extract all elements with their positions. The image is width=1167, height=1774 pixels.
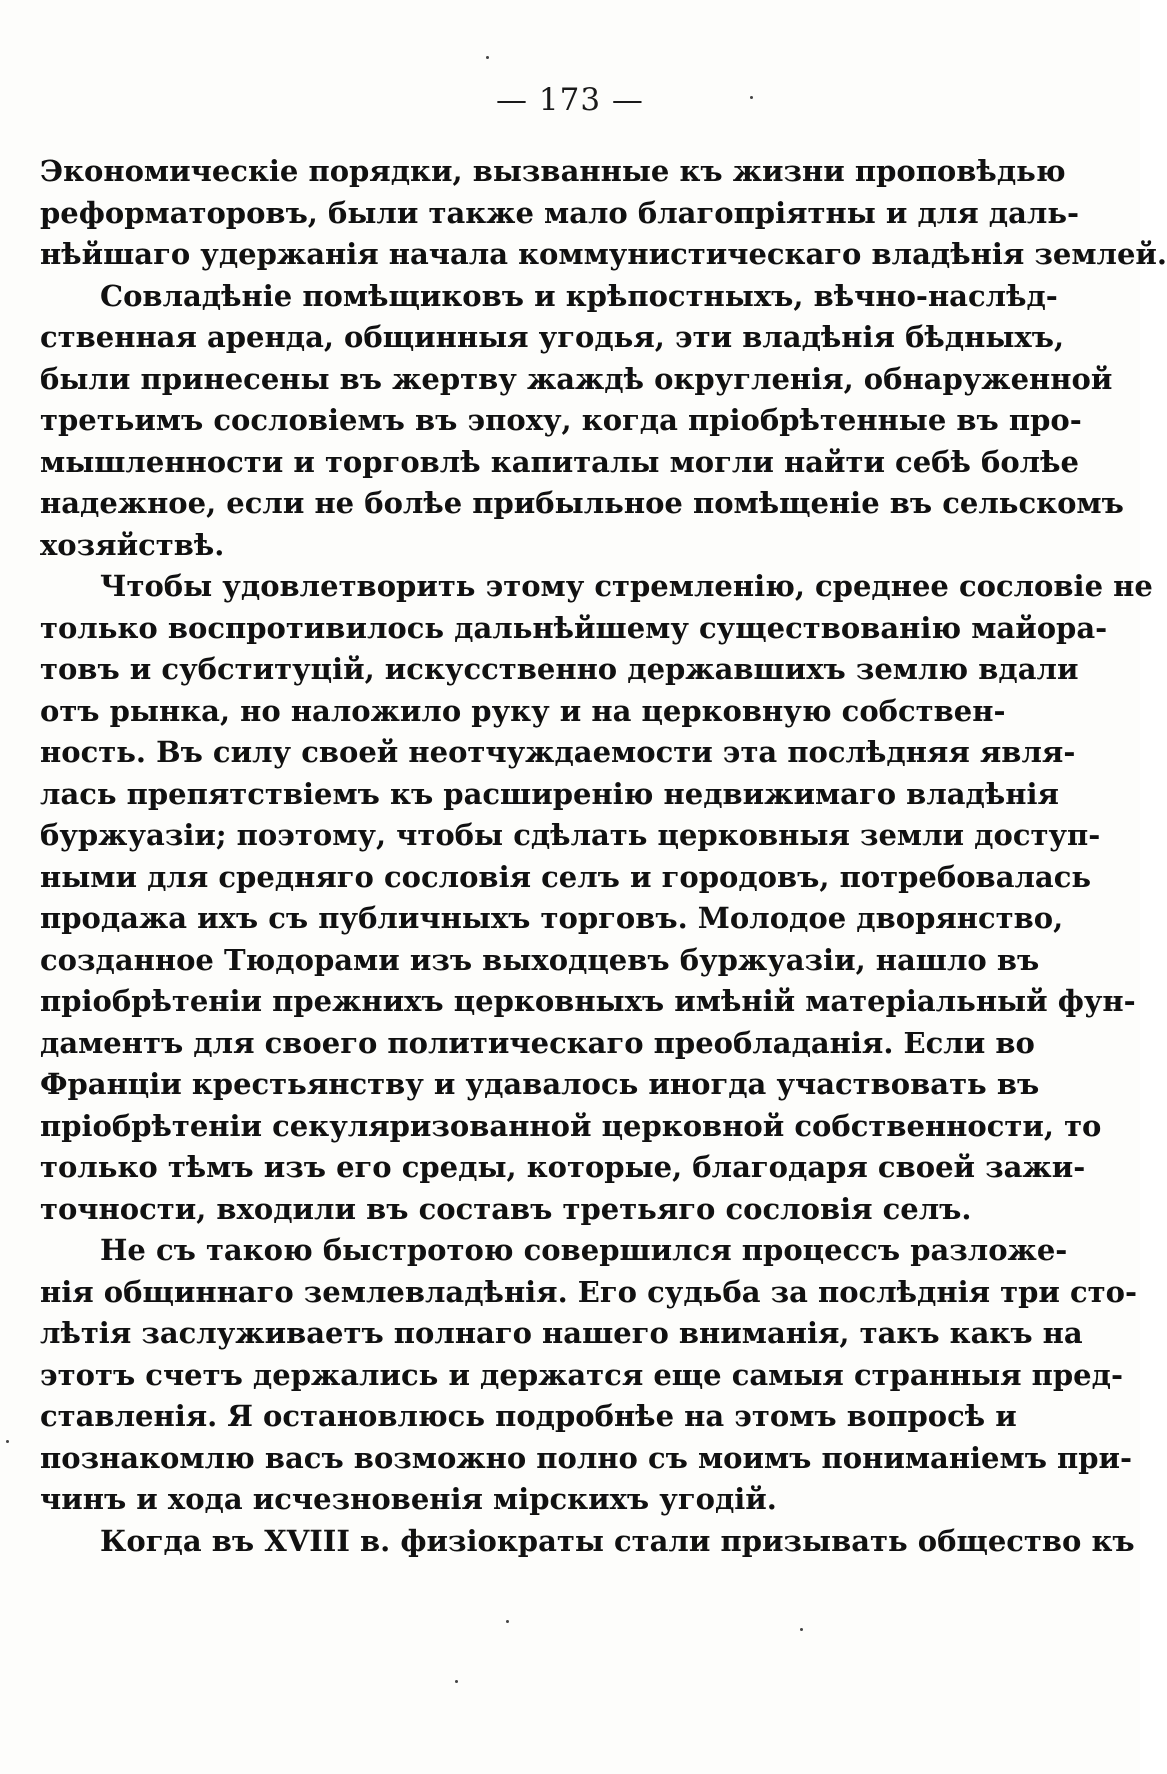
text-line: лѣтія заслуживаетъ полнаго нашего вниманія, такъ какъ на <box>40 1316 1083 1350</box>
text-line: ность. Въ силу своей неотчуждаемости эта послѣдняя явля- <box>40 735 1076 769</box>
text-line: отъ рынка, но наложило руку и на церковную собствен- <box>40 693 1006 728</box>
text-line: Чтобы удовлетворить этому стремленію, среднее сословіе не <box>100 569 1153 603</box>
page-number: — 173 — <box>496 82 644 118</box>
text-line: были принесены въ жертву жаждѣ округленія, обнаруженной <box>40 361 1113 396</box>
text-line: ственная аренда, общинныя угодья, эти владѣнія бѣдныхъ, <box>40 320 1065 354</box>
text-line: ными для средняго сословія селъ и городовъ, потребовалась <box>40 859 1092 894</box>
scan-speck <box>6 1440 9 1443</box>
text-line: третьимъ сословіемъ въ эпоху, когда пріобрѣтенные въ про- <box>40 403 1082 437</box>
text-line: Франціи крестьянству и удавалось иногда участвовать въ <box>40 1067 1040 1101</box>
text-line: только тѣмъ изъ его среды, которые, благодаря своей зажи- <box>40 1150 1086 1184</box>
text-line: познакомлю васъ возможно полно съ моимъ пониманіемъ при- <box>40 1440 1133 1475</box>
text-line: Экономическіе порядки, вызванные къ жизни проповѣдью <box>40 154 1066 188</box>
text-line: товъ и субституцій, искусственно державшихъ землю вдали <box>40 652 1079 686</box>
text-line: пріобрѣтеніи секуляризованной церковной собственности, то <box>40 1108 1102 1143</box>
text-line: лась препятствіемъ къ расширенію недвижимаго владѣнія <box>40 776 1059 811</box>
text-line: хозяйствѣ. <box>40 527 225 562</box>
text-line: надежное, если не болѣе прибыльное помѣщеніе въ сельскомъ <box>40 486 1124 520</box>
text-line: Не съ такою быстротою совершился процессъ разложе- <box>100 1233 1068 1267</box>
text-line: буржуазіи; поэтому, чтобы сдѣлать церковныя земли доступ- <box>40 818 1101 852</box>
text-line: созданное Тюдорами изъ выходцевъ буржуазіи, нашло въ <box>40 942 1040 977</box>
text-line: Совладѣніе помѣщиковъ и крѣпостныхъ, вѣчно-наслѣд- <box>100 278 1058 313</box>
text-line: реформаторовъ, были также мало благопріятны и для даль- <box>40 195 1080 230</box>
text-line: Когда въ XVIII в. физіократы стали призывать общество къ <box>100 1523 1135 1558</box>
text-line: точности, входили въ составъ третьяго сословія селъ. <box>40 1191 972 1226</box>
text-line: чинъ и хода исчезновенія мірскихъ угодій. <box>40 1482 777 1516</box>
body-text <box>40 151 1167 1562</box>
text-line: ставленія. Я остановлюсь подробнѣе на этомъ вопросѣ и <box>40 1399 1017 1433</box>
scan-speck <box>506 1620 509 1623</box>
scan-speck <box>750 96 753 99</box>
scan-speck <box>800 1628 803 1631</box>
text-line: мышленности и торговлѣ капиталы могли найти себѣ болѣе <box>40 444 1079 479</box>
text-line: пріобрѣтеніи прежнихъ церковныхъ имѣній матеріальный фун- <box>40 984 1136 1018</box>
scan-speck <box>455 1680 458 1683</box>
text-line: этотъ счетъ держались и держатся еще самыя странныя пред- <box>40 1357 1123 1392</box>
text-line: даментъ для своего политическаго преобладанія. Если во <box>40 1025 1035 1060</box>
text-line: только воспротивилось дальнѣйшему существованію майора- <box>40 610 1108 645</box>
text-line: нія общиннаго землевладѣнія. Его судьба за послѣднія три сто- <box>40 1274 1137 1309</box>
text-line: нѣйшаго удержанія начала коммунистическаго владѣнія землей. <box>40 237 1167 271</box>
text-line: продажа ихъ съ публичныхъ торговъ. Молодое дворянство, <box>40 901 1064 935</box>
scan-speck <box>486 56 489 59</box>
